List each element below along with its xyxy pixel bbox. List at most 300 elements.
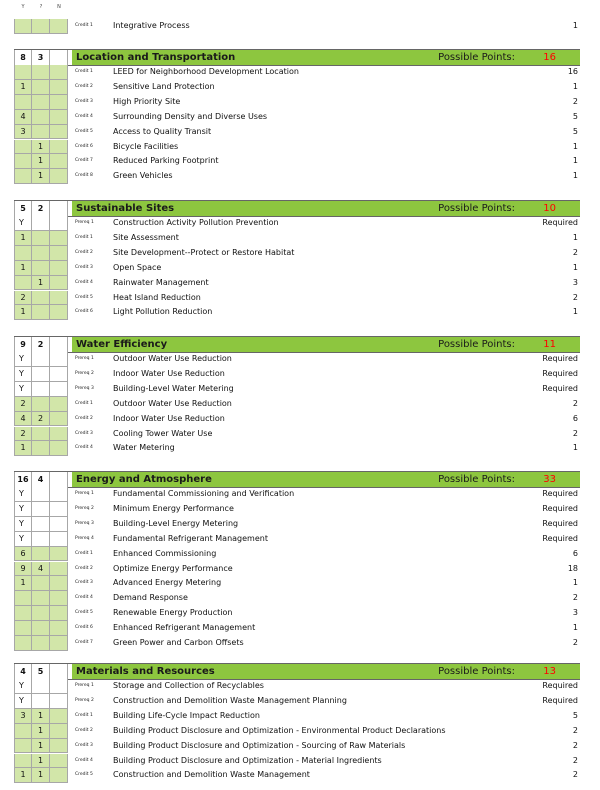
maybe-cell[interactable]	[32, 305, 50, 320]
maybe-cell[interactable]	[32, 547, 50, 562]
yes-cell[interactable]: 2	[14, 291, 32, 306]
yes-cell[interactable]	[14, 276, 32, 291]
no-cell[interactable]	[50, 140, 68, 155]
credit-row	[14, 367, 580, 382]
no-cell[interactable]	[50, 95, 68, 110]
section-yes-total: 8	[14, 50, 32, 65]
yes-cell[interactable]	[14, 636, 32, 651]
no-cell[interactable]	[50, 125, 68, 140]
maybe-cell[interactable]	[32, 517, 50, 532]
maybe-cell[interactable]	[32, 246, 50, 261]
credit-row	[14, 154, 580, 169]
yes-cell[interactable]: 1	[14, 261, 32, 276]
credit-points: 5	[572, 126, 578, 136]
section-no-total	[50, 472, 68, 487]
column-header: N	[57, 4, 61, 10]
maybe-cell[interactable]	[32, 636, 50, 651]
credit-points: 2	[572, 292, 578, 302]
credit-name: Building Product Disclosure and Optimization - Sourcing of Raw Materials	[113, 740, 406, 750]
maybe-cell[interactable]: 1	[32, 276, 50, 291]
no-cell[interactable]	[50, 427, 68, 442]
credit-name: Advanced Energy Metering	[113, 578, 222, 588]
yes-cell[interactable]: 2	[14, 397, 32, 412]
credit-name: Sensitive Land Protection	[113, 81, 215, 91]
section-yes-total: 9	[14, 337, 32, 352]
credit-points: 1	[572, 141, 578, 151]
credit-row	[14, 694, 580, 709]
maybe-cell[interactable]	[32, 591, 50, 606]
no-cell[interactable]	[50, 502, 68, 517]
no-cell[interactable]	[50, 441, 68, 456]
section-header	[14, 471, 580, 488]
credit-name: Building Product Disclosure and Optimization - Material Ingredients	[113, 755, 382, 765]
credit-points: Required	[542, 681, 578, 690]
section-title: Location and Transportation	[76, 52, 236, 63]
credit-tag: Prereq 1	[75, 356, 94, 361]
credit-row	[14, 562, 580, 577]
no-cell[interactable]	[50, 276, 68, 291]
no-cell[interactable]	[50, 231, 68, 246]
maybe-cell[interactable]	[32, 231, 50, 246]
credit-points: 5	[572, 111, 578, 121]
credit-tag: Prereq 2	[75, 505, 94, 511]
yes-cell[interactable]	[14, 65, 32, 80]
section-title: Energy and Atmosphere	[76, 474, 212, 485]
credit-points: 1	[572, 307, 578, 317]
credit-tag: Prereq 1	[75, 491, 94, 496]
credit-tag: Prereq 1	[75, 220, 94, 225]
yes-cell[interactable]: Y	[14, 532, 32, 547]
credit-row	[14, 95, 580, 110]
credit-name: Minimum Energy Performance	[113, 503, 234, 513]
credit-points: 1	[572, 623, 578, 633]
credit-tag: Credit 6	[75, 309, 93, 315]
no-cell[interactable]	[50, 739, 68, 754]
credit-points: 2	[572, 770, 578, 780]
credit-row	[14, 517, 580, 532]
credit-tag: Credit 3	[75, 580, 93, 586]
credit-points: 6	[572, 413, 578, 423]
credit-tag: Prereq 3	[75, 520, 94, 526]
no-cell[interactable]	[50, 606, 68, 621]
credit-points: Required	[542, 695, 578, 705]
no-cell[interactable]	[50, 352, 68, 367]
credit-row	[14, 621, 580, 636]
credit-points: Required	[542, 503, 578, 513]
credit-points: 2	[572, 740, 578, 750]
section-maybe-total: 2	[32, 201, 50, 216]
section-bar	[72, 337, 580, 352]
no-cell[interactable]	[50, 246, 68, 261]
credit-points: 2	[572, 398, 578, 408]
maybe-cell[interactable]	[32, 532, 50, 547]
credit-points: 6	[572, 548, 578, 558]
credit-name: Enhanced Commissioning	[113, 548, 217, 558]
column-header: ?	[39, 4, 43, 10]
section-header	[14, 200, 580, 217]
credit-tag: Credit 1	[75, 69, 93, 74]
credit-row	[14, 679, 580, 694]
maybe-cell[interactable]: 1	[32, 754, 50, 769]
credit-points: Required	[542, 518, 578, 528]
maybe-cell[interactable]	[32, 65, 50, 80]
yes-cell[interactable]	[14, 95, 32, 110]
no-cell[interactable]	[50, 382, 68, 397]
yes-cell[interactable]	[14, 724, 32, 739]
credit-points: Required	[542, 354, 578, 363]
credit-name: Site Assessment	[113, 232, 179, 242]
credit-name: LEED for Neighborhood Development Location	[113, 67, 299, 76]
no-cell[interactable]	[50, 621, 68, 636]
section-maybe-total: 4	[32, 472, 50, 487]
credit-tag: Credit 3	[75, 742, 93, 748]
credit-name: Construction Activity Pollution Prevention	[113, 218, 279, 227]
credit-points: 16	[567, 67, 578, 76]
yes-cell[interactable]: 1	[14, 305, 32, 320]
maybe-cell[interactable]	[32, 261, 50, 276]
yes-cell[interactable]	[14, 591, 32, 606]
credit-name: Cooling Tower Water Use	[113, 428, 213, 438]
no-cell[interactable]	[50, 412, 68, 427]
yes-cell[interactable]: Y	[14, 367, 32, 382]
no-cell[interactable]	[50, 532, 68, 547]
maybe-cell[interactable]	[32, 216, 50, 231]
no-cell[interactable]	[50, 547, 68, 562]
credit-row	[14, 636, 580, 651]
credit-points: 1	[572, 262, 578, 272]
maybe-cell[interactable]	[32, 291, 50, 306]
section-no-total	[50, 664, 68, 679]
maybe-cell[interactable]: 1	[32, 154, 50, 169]
maybe-cell[interactable]	[32, 427, 50, 442]
no-cell[interactable]	[50, 694, 68, 709]
credit-name: Heat Island Reduction	[113, 292, 201, 302]
credit-points: 2	[572, 593, 578, 603]
credit-name: Building Life-Cycle Impact Reduction	[113, 710, 260, 720]
maybe-cell[interactable]	[32, 441, 50, 456]
no-cell[interactable]	[50, 110, 68, 125]
yes-cell[interactable]	[14, 606, 32, 621]
section-title: Water Efficiency	[76, 339, 168, 350]
credit-row	[14, 739, 580, 754]
credit-tag: Credit 5	[75, 772, 93, 778]
credit-tag: Credit 5	[75, 128, 93, 134]
credit-row	[14, 231, 580, 246]
credit-tag: Credit 2	[75, 727, 93, 733]
yes-cell[interactable]	[14, 169, 32, 184]
credit-name: Outdoor Water Use Reduction	[113, 354, 232, 363]
credit-points: 3	[572, 277, 578, 287]
credit-tag: Credit 3	[75, 264, 93, 270]
no-cell[interactable]	[50, 576, 68, 591]
maybe-cell[interactable]: 1	[32, 140, 50, 155]
possible-points-value: 33	[543, 474, 556, 485]
section-maybe-total: 5	[32, 664, 50, 679]
credit-points: 1	[572, 578, 578, 588]
credit-points: 1	[572, 81, 578, 91]
section-header	[14, 49, 580, 66]
yes-cell[interactable]: 4	[14, 412, 32, 427]
credit-row	[14, 305, 580, 320]
credit-name: Enhanced Refrigerant Management	[113, 623, 256, 633]
credit-tag: Credit 1	[75, 23, 93, 28]
credit-name: Outdoor Water Use Reduction	[113, 398, 232, 408]
credit-tag: Credit 7	[75, 158, 93, 164]
credit-name: Storage and Collection of Recyclables	[113, 681, 264, 690]
maybe-cell[interactable]: 4	[32, 562, 50, 577]
no-cell[interactable]	[50, 19, 68, 34]
credit-tag: Credit 8	[75, 173, 93, 179]
yes-cell[interactable]: 1	[14, 231, 32, 246]
section-header	[14, 663, 580, 680]
credit-row	[14, 246, 580, 261]
credit-points: 1	[572, 156, 578, 166]
yes-cell[interactable]: Y	[14, 216, 32, 231]
credit-tag: Credit 2	[75, 83, 93, 89]
credit-tag: Credit 1	[75, 712, 93, 718]
no-cell[interactable]	[50, 367, 68, 382]
credit-row	[14, 427, 580, 442]
credit-points: 3	[572, 608, 578, 618]
section-bar	[72, 664, 580, 679]
credit-row	[14, 382, 580, 397]
no-cell[interactable]	[50, 397, 68, 412]
maybe-cell[interactable]	[32, 382, 50, 397]
credit-points: 2	[572, 755, 578, 765]
maybe-cell[interactable]	[32, 95, 50, 110]
possible-points-label: Possible Points:	[438, 52, 515, 63]
credit-points: 2	[572, 725, 578, 735]
yes-cell[interactable]: 2	[14, 427, 32, 442]
credit-name: Bicycle Facilities	[113, 141, 179, 151]
yes-cell[interactable]: 9	[14, 562, 32, 577]
credit-points: 1	[572, 171, 578, 181]
yes-cell[interactable]	[14, 246, 32, 261]
credit-name: Construction and Demolition Waste Management	[113, 770, 310, 780]
credit-name: Fundamental Commissioning and Verification	[113, 489, 295, 498]
credit-points: 2	[572, 247, 578, 257]
credit-points: 1	[572, 232, 578, 242]
credit-row	[14, 532, 580, 547]
yes-cell[interactable]: Y	[14, 352, 32, 367]
credit-points: 2	[572, 428, 578, 438]
no-cell[interactable]	[50, 65, 68, 80]
credit-tag: Credit 6	[75, 143, 93, 149]
credit-row	[14, 80, 580, 95]
credit-tag: Credit 4	[75, 757, 93, 763]
maybe-cell[interactable]	[32, 694, 50, 709]
yes-cell[interactable]: 4	[14, 110, 32, 125]
credit-row	[14, 487, 580, 502]
no-cell[interactable]	[50, 562, 68, 577]
yes-cell[interactable]: Y	[14, 679, 32, 694]
maybe-cell[interactable]	[32, 576, 50, 591]
maybe-cell[interactable]	[32, 621, 50, 636]
no-cell[interactable]	[50, 709, 68, 724]
possible-points-label: Possible Points:	[438, 339, 515, 350]
credit-name: Integrative Process	[113, 21, 190, 30]
no-cell[interactable]	[50, 591, 68, 606]
no-cell[interactable]	[50, 80, 68, 95]
credit-row	[14, 397, 580, 412]
credit-name: Open Space	[113, 262, 162, 272]
maybe-cell[interactable]	[32, 80, 50, 95]
credit-row	[14, 216, 580, 231]
yes-cell[interactable]	[14, 739, 32, 754]
no-cell[interactable]	[50, 724, 68, 739]
no-cell[interactable]	[50, 154, 68, 169]
maybe-cell[interactable]	[32, 502, 50, 517]
credit-name: Optimize Energy Performance	[113, 563, 233, 573]
credit-points: 2	[572, 638, 578, 647]
maybe-cell[interactable]	[32, 679, 50, 694]
yes-cell[interactable]	[14, 754, 32, 769]
maybe-cell[interactable]	[32, 110, 50, 125]
section-maybe-total: 3	[32, 50, 50, 65]
maybe-cell[interactable]: 2	[32, 412, 50, 427]
credit-row	[14, 19, 580, 34]
credit-row	[14, 547, 580, 562]
credit-points: Required	[542, 533, 578, 543]
maybe-cell[interactable]	[32, 397, 50, 412]
credit-tag: Credit 5	[75, 610, 93, 616]
credit-name: Water Metering	[113, 443, 175, 453]
credit-row	[14, 125, 580, 140]
credit-row	[14, 724, 580, 739]
credit-row	[14, 591, 580, 606]
yes-cell[interactable]: Y	[14, 382, 32, 397]
yes-cell[interactable]: Y	[14, 694, 32, 709]
credit-points: 2	[572, 96, 578, 106]
yes-cell[interactable]: Y	[14, 487, 32, 502]
yes-cell[interactable]: 1	[14, 576, 32, 591]
no-cell[interactable]	[50, 216, 68, 231]
no-cell[interactable]	[50, 291, 68, 306]
maybe-cell[interactable]	[32, 125, 50, 140]
credit-name: Access to Quality Transit	[113, 126, 212, 136]
no-cell[interactable]	[50, 305, 68, 320]
maybe-cell[interactable]: 1	[32, 169, 50, 184]
credit-tag: Credit 3	[75, 98, 93, 104]
credit-points: Required	[542, 489, 578, 498]
no-cell[interactable]	[50, 517, 68, 532]
credit-tag: Credit 2	[75, 415, 93, 421]
maybe-cell[interactable]	[32, 19, 50, 34]
credit-name: Building-Level Water Metering	[113, 383, 234, 393]
no-cell[interactable]	[50, 169, 68, 184]
yes-cell[interactable]: Y	[14, 502, 32, 517]
no-cell[interactable]	[50, 636, 68, 651]
section-bar	[72, 201, 580, 216]
credit-row	[14, 140, 580, 155]
credit-tag: Prereq 4	[75, 535, 94, 541]
credit-tag: Credit 1	[75, 550, 93, 556]
credit-points: 5	[572, 710, 578, 720]
section-maybe-total: 2	[32, 337, 50, 352]
yes-cell[interactable]: 6	[14, 547, 32, 562]
section-bar	[72, 50, 580, 65]
column-header: Y	[21, 4, 25, 10]
yes-cell[interactable]: 1	[14, 768, 32, 783]
credit-tag: Credit 4	[75, 113, 93, 119]
credit-row	[14, 276, 580, 291]
possible-points-label: Possible Points:	[438, 666, 515, 677]
possible-points-value: 11	[543, 339, 556, 350]
credit-tag: Credit 4	[75, 595, 93, 601]
credit-tag: Credit 4	[75, 445, 93, 451]
credit-tag: Credit 4	[75, 279, 93, 285]
credit-points: Required	[542, 218, 578, 227]
credit-points: 18	[567, 563, 578, 573]
credit-name: Building-Level Energy Metering	[113, 518, 239, 528]
no-cell[interactable]	[50, 768, 68, 783]
credit-name: Renewable Energy Production	[113, 608, 233, 618]
yes-cell[interactable]: Y	[14, 517, 32, 532]
maybe-cell[interactable]	[32, 487, 50, 502]
credit-tag: Credit 6	[75, 625, 93, 631]
yes-cell[interactable]	[14, 19, 32, 34]
credit-row	[14, 261, 580, 276]
section-bar	[72, 472, 580, 487]
maybe-cell[interactable]	[32, 352, 50, 367]
credit-tag: Credit 7	[75, 640, 93, 645]
credit-points: 1	[572, 443, 578, 453]
yes-cell[interactable]: 3	[14, 709, 32, 724]
maybe-cell[interactable]	[32, 367, 50, 382]
yes-cell[interactable]: 3	[14, 125, 32, 140]
credit-name: Reduced Parking Footprint	[113, 156, 219, 166]
credit-row	[14, 754, 580, 769]
credit-name: Green Power and Carbon Offsets	[113, 638, 244, 647]
maybe-cell[interactable]: 1	[32, 739, 50, 754]
credit-row	[14, 576, 580, 591]
credit-tag: Credit 3	[75, 430, 93, 436]
yes-cell[interactable]	[14, 154, 32, 169]
no-cell[interactable]	[50, 487, 68, 502]
yes-cell[interactable]	[14, 621, 32, 636]
credit-name: Rainwater Management	[113, 277, 209, 287]
no-cell[interactable]	[50, 679, 68, 694]
yes-cell[interactable]	[14, 140, 32, 155]
credit-tag: Prereq 1	[75, 683, 94, 688]
no-cell[interactable]	[50, 754, 68, 769]
maybe-cell[interactable]: 1	[32, 724, 50, 739]
credit-tag: Credit 1	[75, 400, 93, 406]
credit-tag: Credit 2	[75, 249, 93, 255]
credit-row	[14, 606, 580, 621]
credit-row	[14, 169, 580, 184]
credit-tag: Prereq 2	[75, 370, 94, 376]
credit-name: Site Development--Protect or Restore Habitat	[113, 247, 295, 257]
section-no-total	[50, 201, 68, 216]
credit-row	[14, 110, 580, 125]
no-cell[interactable]	[50, 261, 68, 276]
section-no-total	[50, 337, 68, 352]
credit-tag: Prereq 3	[75, 385, 94, 391]
credit-row	[14, 768, 580, 783]
yes-cell[interactable]: 1	[14, 80, 32, 95]
credit-name: Light Pollution Reduction	[113, 307, 213, 317]
credit-name: Building Product Disclosure and Optimization - Environmental Product Declarations	[113, 725, 446, 735]
maybe-cell[interactable]: 1	[32, 768, 50, 783]
yes-cell[interactable]: 1	[14, 441, 32, 456]
section-title: Materials and Resources	[76, 666, 215, 677]
credit-tag: Prereq 2	[75, 697, 94, 703]
maybe-cell[interactable]	[32, 606, 50, 621]
credit-name: Indoor Water Use Reduction	[113, 413, 225, 423]
maybe-cell[interactable]: 1	[32, 709, 50, 724]
credit-tag: Credit 1	[75, 234, 93, 240]
